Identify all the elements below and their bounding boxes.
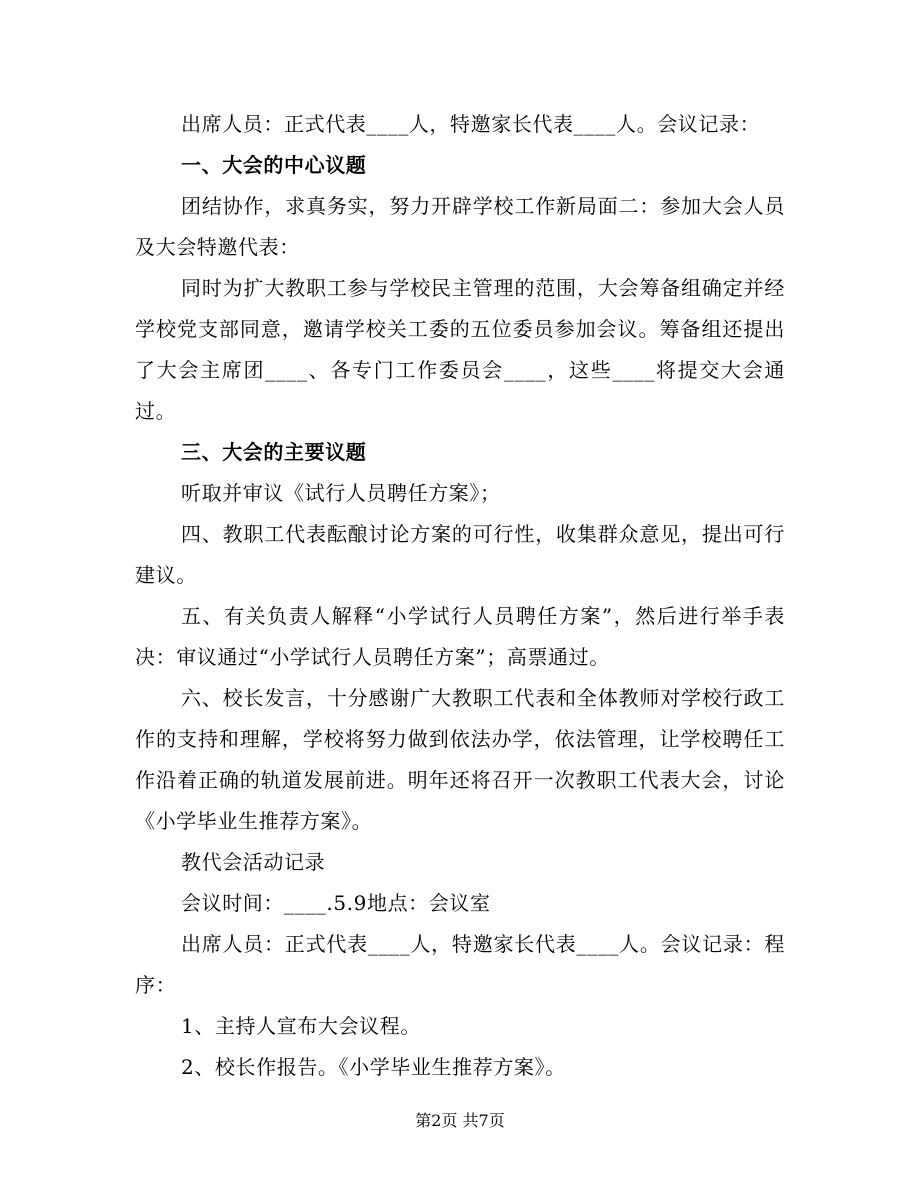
heading-central-topic: 一、大会的中心议题: [181, 153, 367, 177]
paragraph-invited-members: 同时为扩大教职工参与学校民主管理的范围，大会筹备组确定并经学校党支部同意，邀请学校关工委的五位委员参加会议。筹备组还提出了大会主席团____、各专门工作委员会____，这些____将提交大会通过。: [135, 276, 785, 423]
paragraph-review-plan: 听取并审议《试行人员聘任方案》；: [181, 481, 501, 505]
paragraph-attendees: 出席人员：正式代表____人，特邀家长代表____人。会议记录：: [181, 112, 761, 136]
section-title-activity-record: 教代会活动记录: [181, 850, 326, 874]
paragraph-central-topic: 团结协作，求真务实，努力开辟学校工作新局面二：参加大会人员及大会特邀代表：: [135, 194, 785, 259]
heading-main-topic: 三、大会的主要议题: [181, 440, 367, 464]
paragraph-vote: 五、有关负责人解释“小学试行人员聘任方案”，然后进行举手表决：审议通过“小学试行人员聘任方案”；高票通过。: [135, 604, 785, 669]
paragraph-discussion: 四、教职工代表酝酿讨论方案的可行性，收集群众意见，提出可行建议。: [135, 522, 785, 587]
page-number-footer: 第2页 共7页: [415, 1111, 505, 1130]
list-item-agenda-2: 2、校长作报告。《小学毕业生推荐方案》。: [181, 1055, 566, 1079]
paragraph-meeting-time: 会议时间：____.5.9地点：会议室: [181, 891, 491, 915]
paragraph-attendees-2: 出席人员：正式代表____人，特邀家长代表____人。会议记录：程序：: [135, 932, 785, 997]
paragraph-principal-speech: 六、校长发言，十分感谢广大教职工代表和全体教师对学校行政工作的支持和理解，学校将努力做到依法办学，依法管理，让学校聘任工作沿着正确的轨道发展前进。明年还将召开一次教职工代表大会，讨论《小学毕业生推荐方案》。: [135, 686, 785, 833]
list-item-agenda-1: 1、主持人宣布大会议程。: [181, 1014, 421, 1038]
document-body: [135, 104, 785, 1088]
